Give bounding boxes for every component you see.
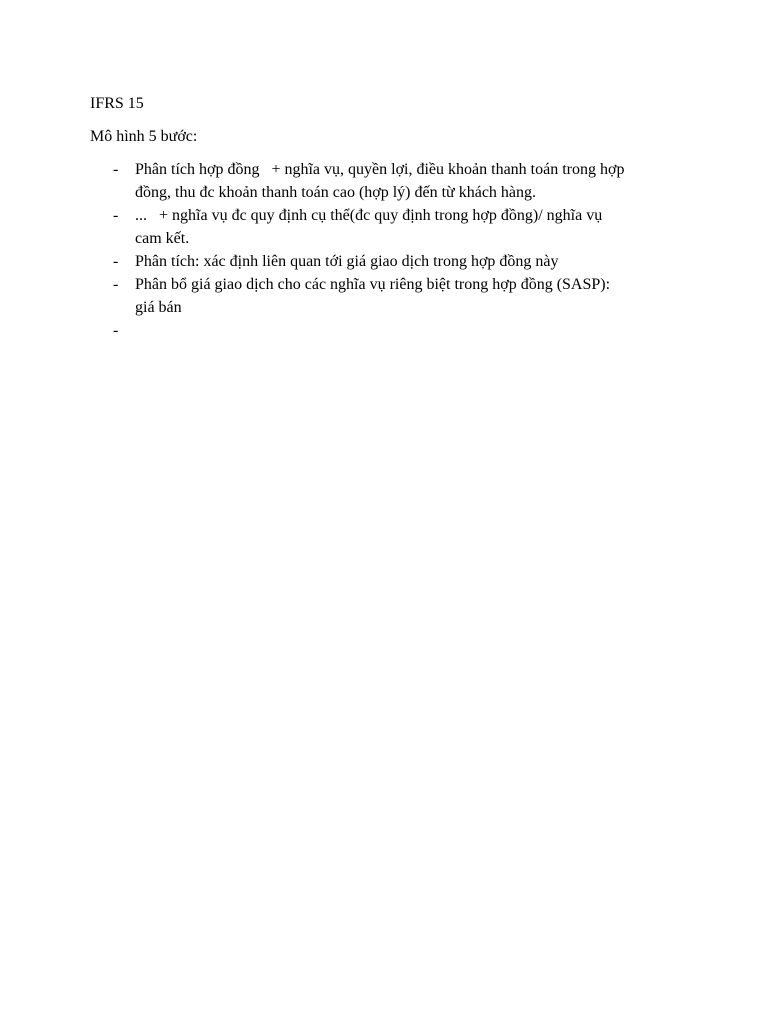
bullet-marker: - xyxy=(113,322,119,339)
bullet-marker: - xyxy=(113,276,119,293)
list-item-line: đồng, thu đc khoản thanh toán cao (hợp lý) đến từ khách hàng. xyxy=(135,184,537,201)
list-item-line: ... + nghĩa vụ đc quy định cụ thể(đc quy định trong hợp đồng)/ nghĩa vụ xyxy=(135,207,603,224)
list-item-line: cam kết. xyxy=(135,230,190,247)
bullet-marker: - xyxy=(113,207,119,224)
list-item-line: Phân tích hợp đồng + nghĩa vụ, quyền lợi, điều khoản thanh toán trong hợp xyxy=(135,161,625,178)
list-item xyxy=(90,158,690,204)
list-item-line: Phân bổ giá giao dịch cho các nghĩa vụ riêng biệt trong hợp đồng (SASP): xyxy=(135,276,611,293)
bullet-marker: - xyxy=(113,161,119,178)
bullet-list xyxy=(90,158,690,342)
list-item-line: giá bán xyxy=(135,299,182,316)
list-item xyxy=(90,319,690,342)
list-item xyxy=(90,204,690,250)
list-item-line xyxy=(135,319,690,342)
document-title: IFRS 15 xyxy=(90,95,144,112)
list-item-line: Phân tích: xác định liên quan tới giá giao dịch trong hợp đồng này xyxy=(135,253,559,270)
list-item xyxy=(90,273,690,319)
bullet-marker: - xyxy=(113,253,119,270)
document-subtitle: Mô hình 5 bước: xyxy=(90,128,198,145)
list-item xyxy=(90,250,690,273)
